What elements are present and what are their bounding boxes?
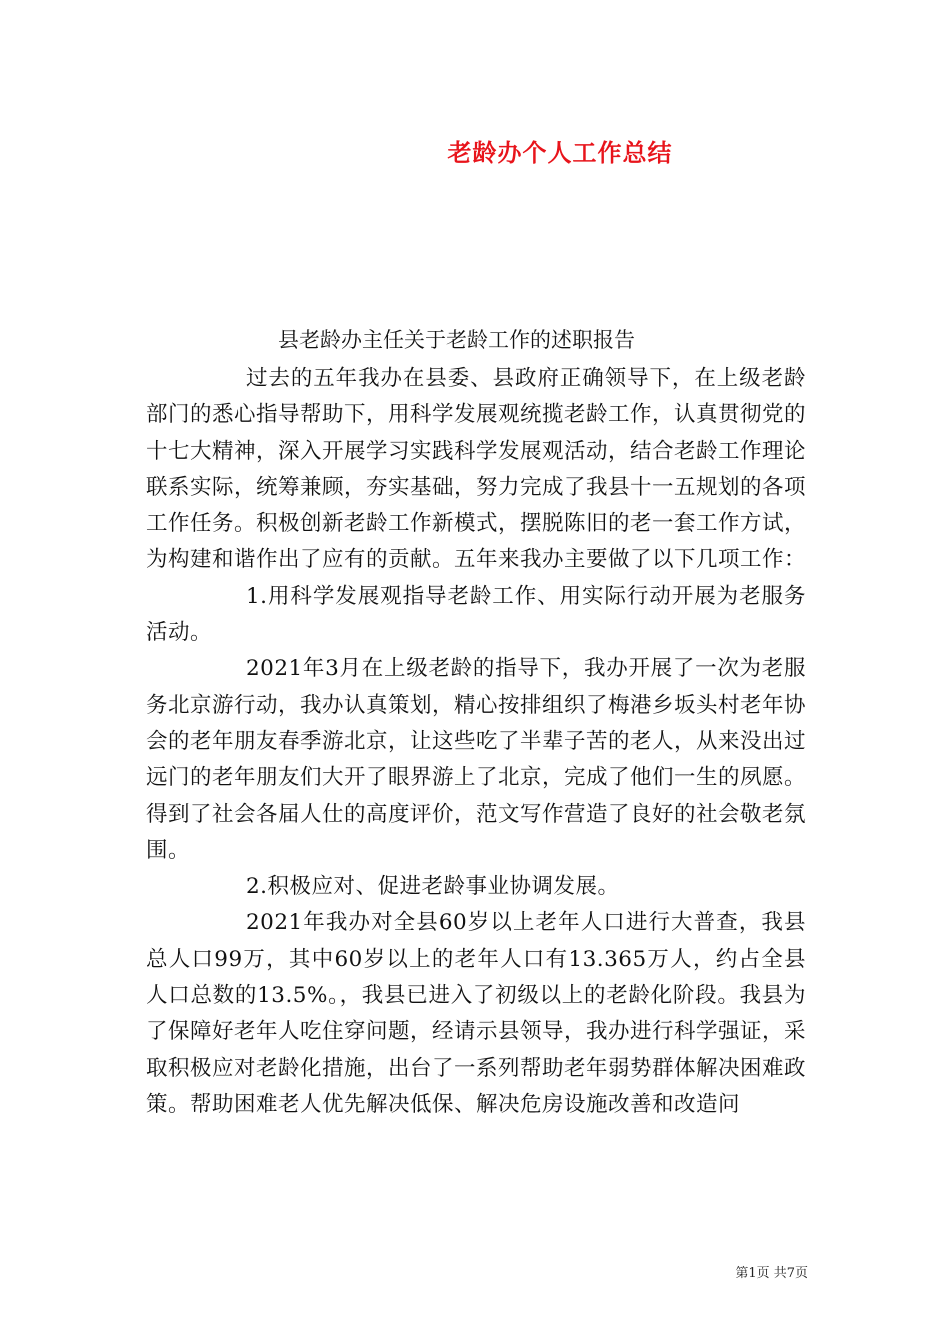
paragraph-population-survey: 2021年我办对全县60岁以上老年人口进行大普查，我县总人口99万，其中60岁以上的老年人口有13.365万人，约占全县人口总数的13.5%。，我县已进入了初级以上的老龄化阶段。我县为了保障好老年人吃住穿问题，经请示县领导，我办进行科学强证，采取积极应对老龄化措施，出台了一系列帮助老年弱势群体解决困难政策。帮助困难老人优先解决低保、解决危房设施改善和改造问 [146, 910, 807, 1117]
report-heading: 县老龄办主任关于老龄工作的述职报告 [278, 328, 635, 352]
paragraph-item-1-heading: 1.用科学发展观指导老龄工作、用实际行动开展为老服务活动。 [146, 583, 806, 646]
page-number-footer: 第1页 共7页 [735, 1266, 808, 1281]
document-title: 老龄办个人工作总结 [447, 138, 673, 167]
document-body [146, 327, 806, 1123]
paragraph-intro: 过去的五年我办在县委、县政府正确领导下，在上级老龄部门的悉心指导帮助下，用科学发展观统揽老龄工作，认真贯彻党的十七大精神，深入开展学习实践科学发展观活动，结合老龄工作理论联系实际，统筹兼顾，夯实基础，努力完成了我县十一五规划的各项工作任务。积极创新老龄工作新模式，摆脱陈旧的老一套工作方试，为构建和谐作出了应有的贡献。五年来我办主要做了以下几项工作： [146, 366, 807, 573]
paragraph-item-2-heading: 2.积极应对、促进老龄事业协调发展。 [246, 874, 620, 900]
paragraph-beijing-trip: 2021年3月在上级老龄的指导下，我办开展了一次为老服务北京游行动，我办认真策划，精心按排组织了梅港乡坂头村老年协会的老年朋友春季游北京，让这些吃了半辈子苦的老人，从来没出过远门的老年朋友们大开了眼界游上了北京，完成了他们一生的夙愿。得到了社会各届人仕的高度评价，范文写作营造了良好的社会敬老氛围。 [146, 656, 807, 863]
